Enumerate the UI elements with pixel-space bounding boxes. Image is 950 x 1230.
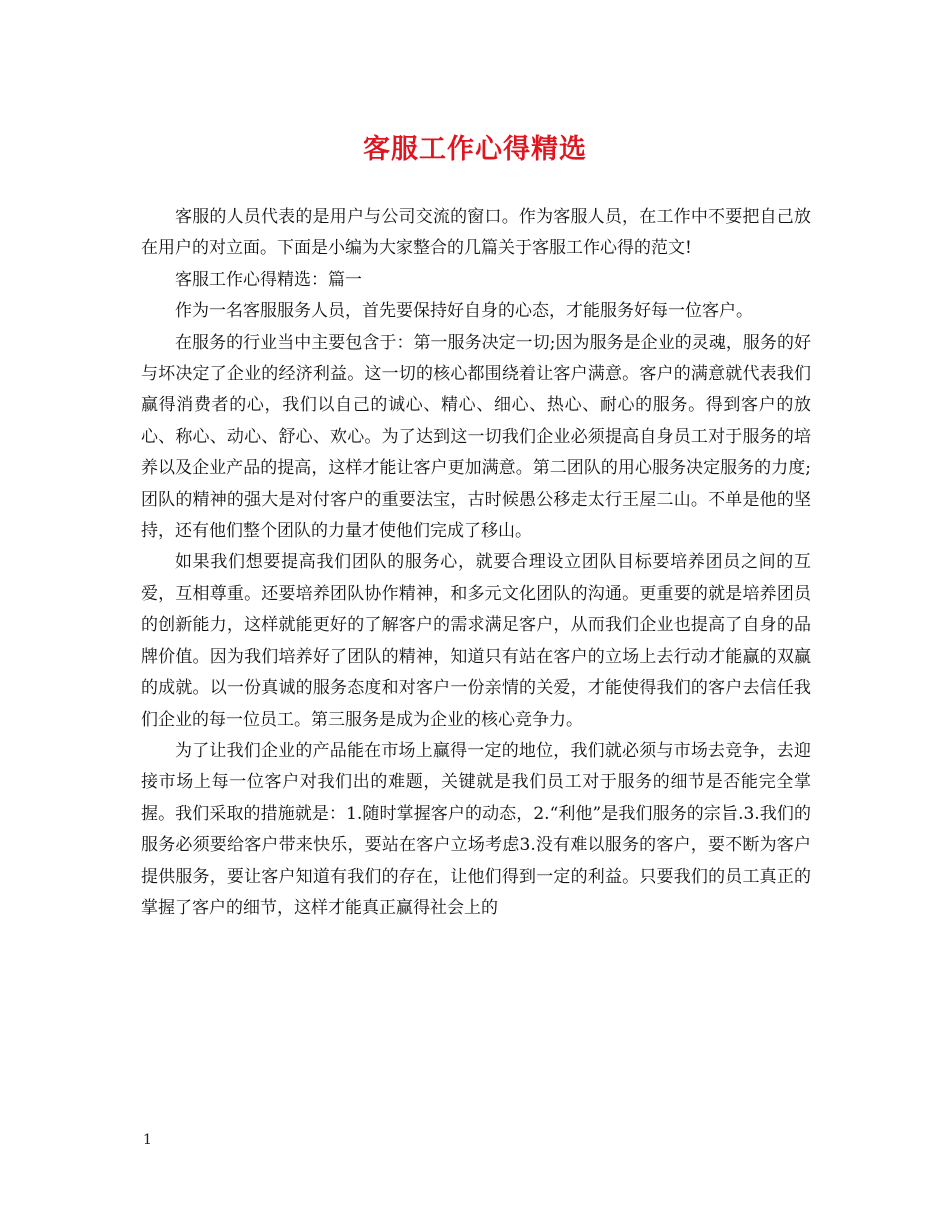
paragraph-intro: 客服的人员代表的是用户与公司交流的窗口。作为客服人员，在工作中不要把自己放在用户的对立面。下面是小编为大家整合的几篇关于客服工作心得的范文! [141,207,811,259]
section-heading: 客服工作心得精选：篇一 [175,269,362,290]
paragraph: 作为一名客服服务人员，首先要保持好自身的心态，才能服务好每一位客户。 [175,301,753,322]
document-body [141,202,811,924]
page-number: 1 [143,1132,152,1148]
page-title: 客服工作心得精选 [363,134,587,165]
paragraph: 为了让我们企业的产品能在市场上赢得一定的地位，我们就必须与市场去竞争，去迎接市场上每一位客户对我们出的难题，关键就是我们员工对于服务的细节是否能完全掌握。我们采取的措施就是：1.随时掌握客户的动态，2.“利他”是我们服务的宗旨.3.我们的服务必须要给客户带来快乐，要站在客户立场考虑3.没有难以服务的客户，要不断为客户提供服务，要让客户知道有我们的存在，让他们得到一定的利益。只要我们的员工真正的掌握了客户的细节，这样才能真正赢得社会上的 [141,740,811,918]
paragraph: 在服务的行业当中主要包含于：第一服务决定一切;因为服务是企业的灵魂，服务的好与坏决定了企业的经济利益。这一切的核心都围绕着让客户满意。客户的满意就代表我们赢得消费者的心，我们以自己的诚心、精心、细心、热心、耐心的服务。得到客户的放心、称心、动心、舒心、欢心。为了达到这一切我们企业必须提高自身员工对于服务的培养以及企业产品的提高，这样才能让客户更加满意。第二团队的用心服务决定服务的力度;团队的精神的强大是对付客户的重要法宝，古时候愚公移走太行王屋二山。不单是他的坚持，还有他们整个团队的力量才使他们完成了移山。 [141,332,811,542]
paragraph: 如果我们想要提高我们团队的服务心，就要合理设立团队目标要培养团员之间的互爱，互相尊重。还要培养团队协作精神，和多元文化团队的沟通。更重要的就是培养团员的创新能力，这样就能更好的了解客户的需求满足客户，从而我们企业也提高了自身的品牌价值。因为我们培养好了团队的精神，知道只有站在客户的立场上去行动才能赢的双赢的成就。以一份真诚的服务态度和对客户一份亲情的关爱，才能使得我们的客户去信任我们企业的每一位员工。第三服务是成为企业的核心竞争力。 [141,552,811,730]
